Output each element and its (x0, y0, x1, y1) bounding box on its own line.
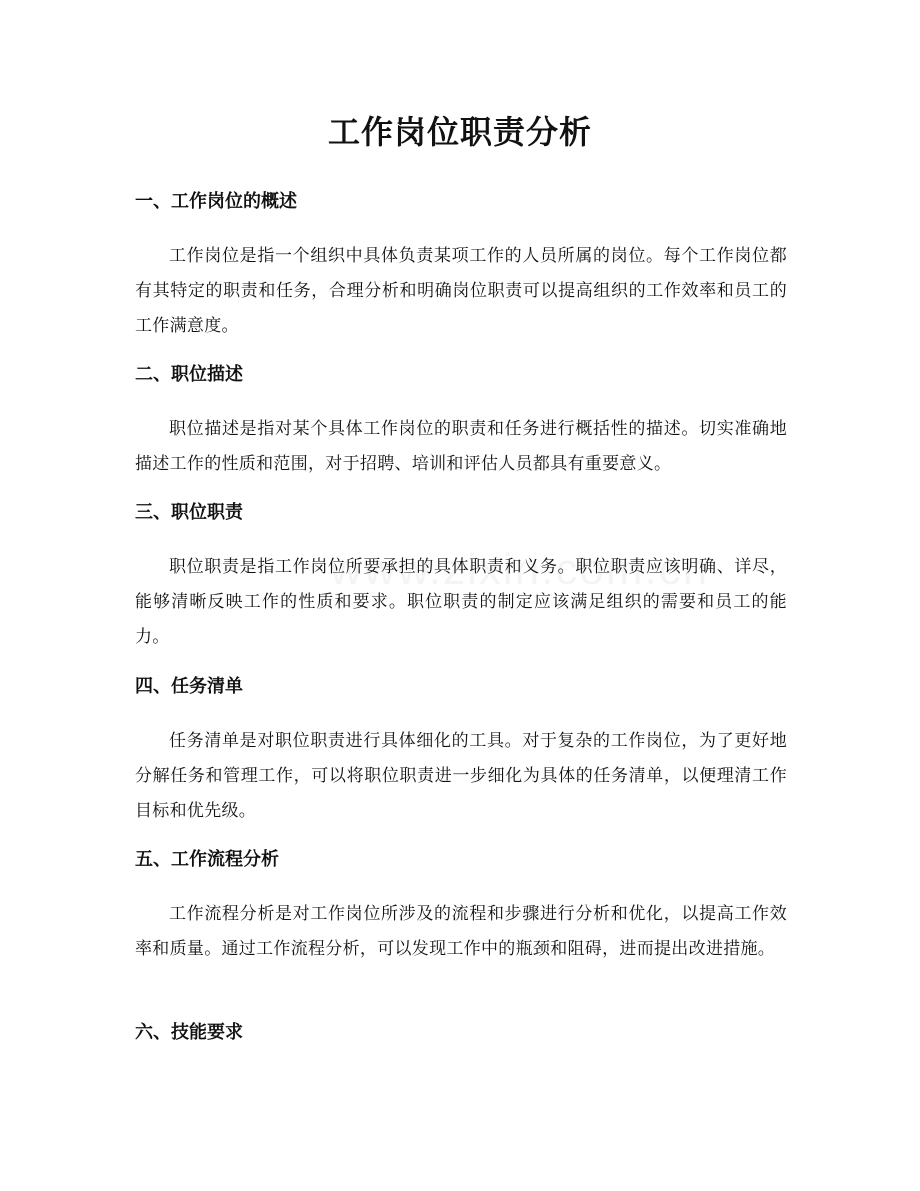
section-heading: 二、职位描述 (135, 364, 243, 385)
section-heading: 六、技能要求 (135, 1022, 243, 1043)
section-heading: 五、工作流程分析 (135, 849, 279, 870)
section-paragraph: 工作流程分析是对工作岗位所涉及的流程和步骤进行分析和优化，以提高工作效率和质量。通过工作流程分析，可以发现工作中的瓶颈和阻碍，进而提出改进措施。 (135, 904, 787, 959)
section-skill-requirements (135, 1020, 787, 1046)
section-heading: 一、工作岗位的概述 (135, 191, 297, 212)
section-paragraph: 职位描述是指对某个具体工作岗位的职责和任务进行概括性的描述。切实准确地描述工作的性质和范围，对于招聘、培训和评估人员都具有重要意义。 (135, 419, 787, 474)
section-heading: 四、任务清单 (135, 676, 243, 697)
section-workflow-analysis (135, 847, 787, 967)
section-paragraph: 任务清单是对职位职责进行具体细化的工具。对于复杂的工作岗位，为了更好地分解任务和管理工作，可以将职位职责进一步细化为具体的任务清单，以便理清工作目标和优先级。 (135, 731, 787, 821)
section-paragraph: 职位职责是指工作岗位所要承担的具体职责和义务。职位职责应该明确、详尽，能够清晰反映工作的性质和要求。职位职责的制定应该满足组织的需要和员工的能力。 (135, 557, 787, 647)
section-overview (135, 189, 787, 344)
section-job-description (135, 362, 787, 482)
section-task-list (135, 674, 787, 829)
section-job-duties (135, 500, 787, 655)
page-title: 工作岗位职责分析 (327, 113, 592, 151)
section-heading: 三、职位职责 (135, 502, 243, 523)
section-paragraph: 工作岗位是指一个组织中具体负责某项工作的人员所属的岗位。每个工作岗位都有其特定的职责和任务，合理分析和明确岗位职责可以提高组织的工作效率和员工的工作满意度。 (135, 246, 787, 336)
